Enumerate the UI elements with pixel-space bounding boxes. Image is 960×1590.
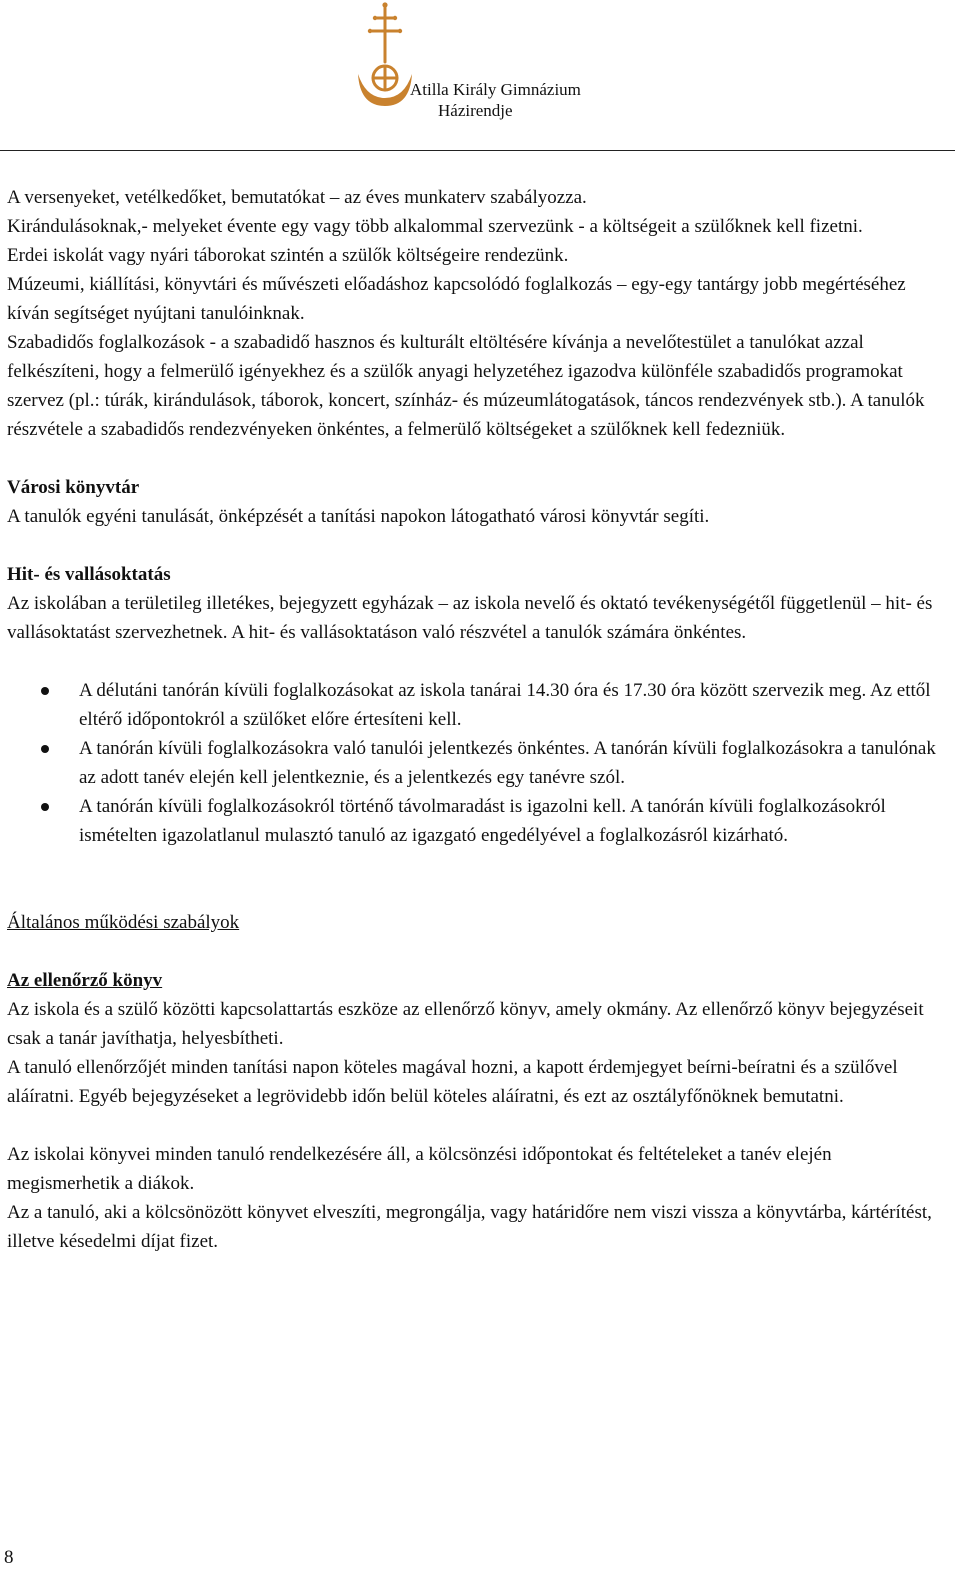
paragraph-school-books-1: Az iskolai könyvei minden tanuló rendelkezésére áll, a kölcsönzési időpontokat és feltételeket a tanév elején megismerhetik a diákok.	[7, 1144, 832, 1194]
spacer	[7, 531, 949, 560]
header-divider	[0, 150, 955, 151]
bullet-icon	[41, 745, 49, 753]
list-item	[7, 792, 949, 850]
spacer	[7, 444, 949, 473]
list-item-text: A tanórán kívüli foglalkozásokra való tanulói jelentkezés önkéntes. A tanórán kívüli foglalkozásokra a tanulónak az adott tanév elején kell jelentkeznie, és a jelentkezés egy tanévre szól.	[79, 738, 936, 788]
spacer	[7, 647, 949, 676]
bullet-list	[7, 676, 949, 850]
paragraph-competitions: A versenyeket, vetélkedőket, bemutatókat – az éves munkaterv szabályozza.	[7, 187, 587, 208]
spacer	[7, 850, 949, 908]
page-header	[0, 0, 960, 152]
list-item	[7, 676, 949, 734]
school-logo-icon	[352, 0, 418, 112]
paragraph-school-books-2: Az a tanuló, aki a kölcsönözött könyvet elveszíti, megrongálja, vagy határidőre nem viszi vissza a könyvtárba, kártérítést, illetve késedelmi díjat fizet.	[7, 1202, 932, 1252]
document-body	[7, 183, 949, 1256]
paragraph-museum: Múzeumi, kiállítási, könyvtári és művészeti előadáshoz kapcsolódó foglalkozás – egy-egy tantárgy jobb megértéséhez kíván segítséget nyújtani tanulóinknak.	[7, 274, 906, 324]
paragraph-city-library: A tanulók egyéni tanulását, önképzését a tanítási napokon látogatható városi könyvtár segíti.	[7, 506, 710, 527]
paragraph-religion: Az iskolában a területileg illetékes, bejegyzett egyházak – az iskola nevelő és oktató tevékenységétől függetlenül – hit- és vallásoktatást szervezhetnek. A hit- és vallásoktatáson való részvétel a tanulók számára önkéntes.	[7, 593, 933, 643]
spacer	[7, 937, 949, 966]
list-item	[7, 734, 949, 792]
heading-city-library: Városi könyvtár	[7, 477, 140, 498]
page-number: 8	[4, 1547, 14, 1568]
heading-religion: Hit- és vallásoktatás	[7, 564, 171, 585]
list-item-text: A tanórán kívüli foglalkozásokról történő távolmaradást is igazolni kell. A tanórán kívüli foglalkozásokról ismételten igazolatlanul mulasztó tanuló az igazgató engedélyével a foglalkozásról kizárható.	[79, 796, 886, 846]
paragraph-leisure: Szabadidős foglalkozások - a szabadidő hasznos és kulturált eltöltésére kívánja a nevelőtestület a tanulókat azzal felkészíteni, hogy a felmerülő igényekhez és a szülők anyagi helyzetéhez igazodva különféle szabadidős programokat szervez (pl.: túrák, kirándulások, táborok, koncert, színház- és múzeumlátogatások, táncos rendezvények stb.). A tanulók részvétele a szabadidős rendezvényeken önkéntes, a felmerülő költségeket a szülőknek kell fedezniük.	[7, 332, 925, 440]
paragraph-report-book-1: Az iskola és a szülő közötti kapcsolattartás eszköze az ellenőrző könyv, amely okmány. Az ellenőrző könyv bejegyzéseit csak a tanár javíthatja, helyesbítheti.	[7, 999, 924, 1049]
list-item-text: A délutáni tanórán kívüli foglalkozásokat az iskola tanárai 14.30 óra és 17.30 óra között szervezik meg. Az ettől eltérő időpontokról a szülőket előre értesíteni kell.	[79, 680, 931, 730]
document-title: Házirendje	[438, 101, 513, 120]
school-name: Atilla Király Gimnázium	[410, 80, 581, 99]
bullet-icon	[41, 687, 49, 695]
paragraph-report-book-2: A tanuló ellenőrzőjét minden tanítási napon köteles magával hozni, a kapott érdemjegyet beírni-beíratni és a szülővel aláíratni. Egyéb bejegyzéseket a legrövidebb időn belül köteles aláíratni, és ezt az osztályfőnöknek bemutatni.	[7, 1057, 898, 1107]
heading-general-rules: Általános működési szabályok	[7, 912, 240, 933]
bullet-icon	[41, 803, 49, 811]
paragraph-camps: Erdei iskolát vagy nyári táborokat szintén a szülők költségeire rendezünk.	[7, 245, 569, 266]
spacer	[7, 1111, 949, 1140]
heading-report-book: Az ellenőrző könyv	[7, 970, 163, 991]
paragraph-excursions: Kirándulásoknak,- melyeket évente egy vagy több alkalommal szervezünk - a költségeit a szülőknek kell fizetni.	[7, 216, 863, 237]
